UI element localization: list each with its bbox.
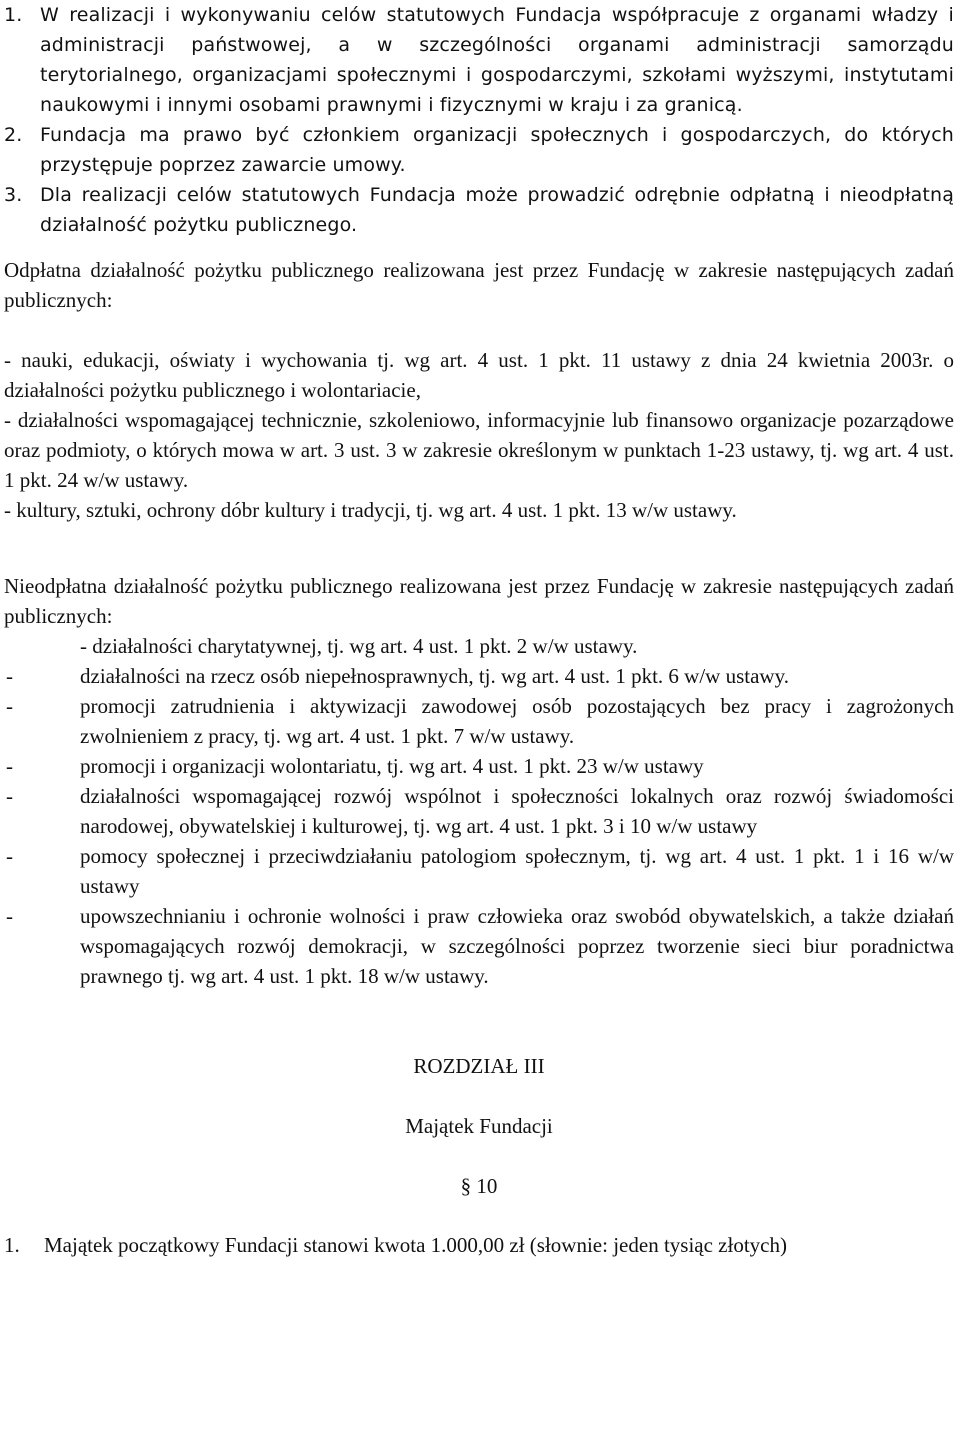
section-number: § 10 [460,1174,498,1198]
unpaid-activity-intro: Nieodpłatna działalność pożytku publicznego realizowana jest przez Fundację w zakresie następujących zadań publicznych: [4,574,954,628]
assets-item-1 [4,1230,954,1260]
paid-activity-item: - nauki, edukacji, oświaty i wychowania tj. wg art. 4 ust. 1 pkt. 11 ustawy z dnia 24 kwietnia 2003r. o działalności pożytku publicznego i wolontariacie, [4,348,954,402]
unpaid-activity-item [4,781,954,841]
unpaid-activity-item [4,901,954,991]
unpaid-activity-item-text: pomocy społecznej i przeciwdziałaniu patologiom społecznym, tj. wg art. 4 ust. 1 pkt. 1 i 16 w/w ustawy [80,844,954,898]
unpaid-activity-item-text: - działalności charytatywnej, tj. wg art. 4 ust. 1 pkt. 2 w/w ustawy. [80,634,638,658]
statute-item-text: W realizacji i wykonywaniu celów statutowych Fundacja współpracuje z organami władzy i administracji państwowej, a w szczególności organami administracji samorządu terytorialnego, organizacjami społecznymi i gospodarczymi, szkołami wyższymi, instytutami naukowymi i innymi osobami prawnymi i fizycznymi w kraju i za granicą. [40,4,954,116]
statute-item-3 [4,180,954,240]
list-dash: - [6,784,13,808]
unpaid-activity-item-text: działalności na rzecz osób niepełnosprawnych, tj. wg art. 4 ust. 1 pkt. 6 w/w ustawy. [80,664,789,688]
list-dash: - [6,904,13,928]
unpaid-activity-item [0,631,954,661]
list-dash: - [6,664,13,688]
list-dash: - [6,844,13,868]
unpaid-activity-item-text: promocji zatrudnienia i aktywizacji zawodowej osób pozostających bez pracy i zagrożonych zwolnieniem z pracy, tj. wg art. 4 ust. 1 pkt. 7 w/w ustawy. [80,694,954,748]
paid-activity-intro: Odpłatna działalność pożytku publicznego realizowana jest przez Fundację w zakresie następujących zadań publicznych: [4,258,954,312]
list-dash: - [6,694,13,718]
assets-item-text: Majątek początkowy Fundacji stanowi kwota 1.000,00 zł (słownie: jeden tysiąc złotych) [44,1233,787,1257]
unpaid-activity-item [4,661,954,691]
chapter-heading: ROZDZIAŁ III [413,1054,545,1078]
unpaid-activity-item [4,691,954,751]
unpaid-activity-item [4,751,954,781]
statute-item-1 [4,0,954,120]
statute-item-number: 3. [4,184,23,206]
unpaid-activity-item [4,841,954,901]
statute-item-2 [4,120,954,180]
statute-item-number: 2. [4,124,23,146]
chapter-title: Majątek Fundacji [405,1114,553,1138]
paid-activity-item: - działalności wspomagającej technicznie, szkoleniowo, informacyjnie lub finansowo organizacje pozarządowe oraz podmioty, o których mowa w art. 3 ust. 3 w zakresie określonym w punktach 1-23 ustawy, tj. wg art. 4 ust. 1 pkt. 24 w/w ustawy. [4,408,954,492]
statute-item-text: Fundacja ma prawo być członkiem organizacji społecznych i gospodarczych, do których przystępuje poprzez zawarcie umowy. [40,124,954,176]
statute-item-number: 1. [4,4,23,26]
unpaid-activity-item-text: działalności wspomagającej rozwój wspólnot i społeczności lokalnych oraz rozwój świadomości narodowej, obywatelskiej i kulturowej, tj. wg art. 4 ust. 1 pkt. 3 i 10 w/w ustawy [80,784,954,838]
assets-item-number: 1. [4,1233,20,1257]
statute-item-text: Dla realizacji celów statutowych Fundacja może prowadzić odrębnie odpłatną i nieodpłatną działalność pożytku publicznego. [40,184,954,236]
list-dash: - [6,754,13,778]
unpaid-activity-item-text: promocji i organizacji wolontariatu, tj. wg art. 4 ust. 1 pkt. 23 w/w ustawy [80,754,704,778]
paid-activity-item: - kultury, sztuki, ochrony dóbr kultury i tradycji, tj. wg art. 4 ust. 1 pkt. 13 w/w ustawy. [4,498,737,522]
unpaid-activity-item-text: upowszechnianiu i ochronie wolności i praw człowieka oraz swobód obywatelskich, a także działań wspomagających rozwój demokracji, w szczególności poprzez tworzenie sieci biur poradnictwa prawnego tj. wg art. 4 ust. 1 pkt. 18 w/w ustawy. [80,904,954,988]
